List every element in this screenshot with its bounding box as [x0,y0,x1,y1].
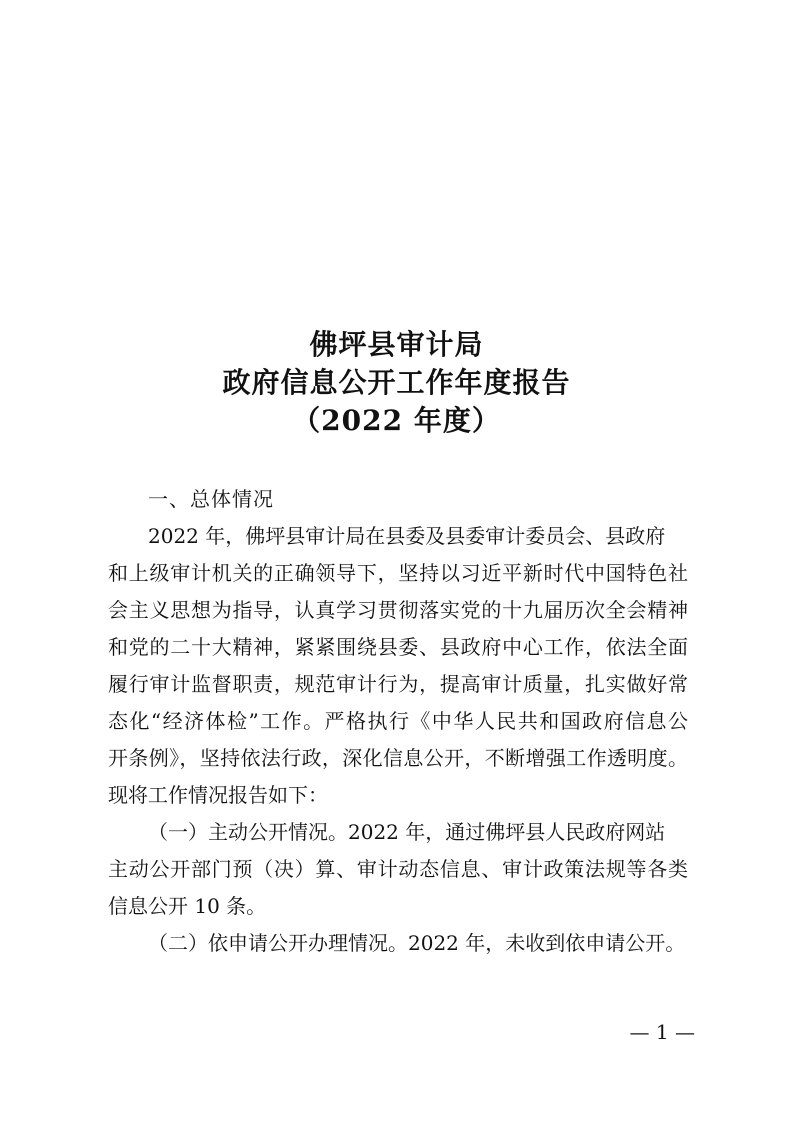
paragraph-1-line-7: 开条例》，坚持依法行政，深化信息公开，不断增强工作透明度。 [108,746,688,770]
title-line-year: （2022 年度） [292,404,501,437]
section-heading-overview: 一、总体情况 [148,487,274,511]
paragraph-1-line-2: 和上级审计机关的正确领导下，坚持以习近平新时代中国特色社 [108,561,688,585]
paragraph-1-line-3: 会主义思想为指导，认真学习贯彻落实党的十九届历次全会精神 [108,598,688,622]
paragraph-2-line-2: 主动公开部门预（决）算、审计动态信息、审计政策法规等各类 [108,857,688,881]
paragraph-2-line-3: 信息公开 10 条。 [108,894,267,918]
paragraph-2-line-1: （一）主动公开情况。2022 年，通过佛坪县人民政府网站 [148,820,666,844]
paragraph-1-line-4: 和党的二十大精神，紧紧围绕县委、县政府中心工作，依法全面 [108,635,688,659]
title-line-agency: 佛坪县审计局 [309,328,484,361]
paragraph-1-line-8: 现将工作情况报告如下： [108,783,328,807]
paragraph-1-line-6: 态化“经济体检”工作。严格执行《中华人民共和国政府信息公 [108,709,688,733]
report-title [0,326,793,440]
title-line-report: 政府信息公开工作年度报告 [222,366,571,399]
page-number: — 1 — [629,1020,695,1044]
paragraph-3-line-1: （二）依申请公开办理情况。2022 年，未收到依申请公开。 [148,931,686,955]
paragraph-1-line-5: 履行审计监督职责，规范审计行为，提高审计质量，扎实做好常 [108,672,688,696]
paragraph-1-line-1: 2022 年，佛坪县审计局在县委及县委审计委员会、县政府 [148,524,666,548]
